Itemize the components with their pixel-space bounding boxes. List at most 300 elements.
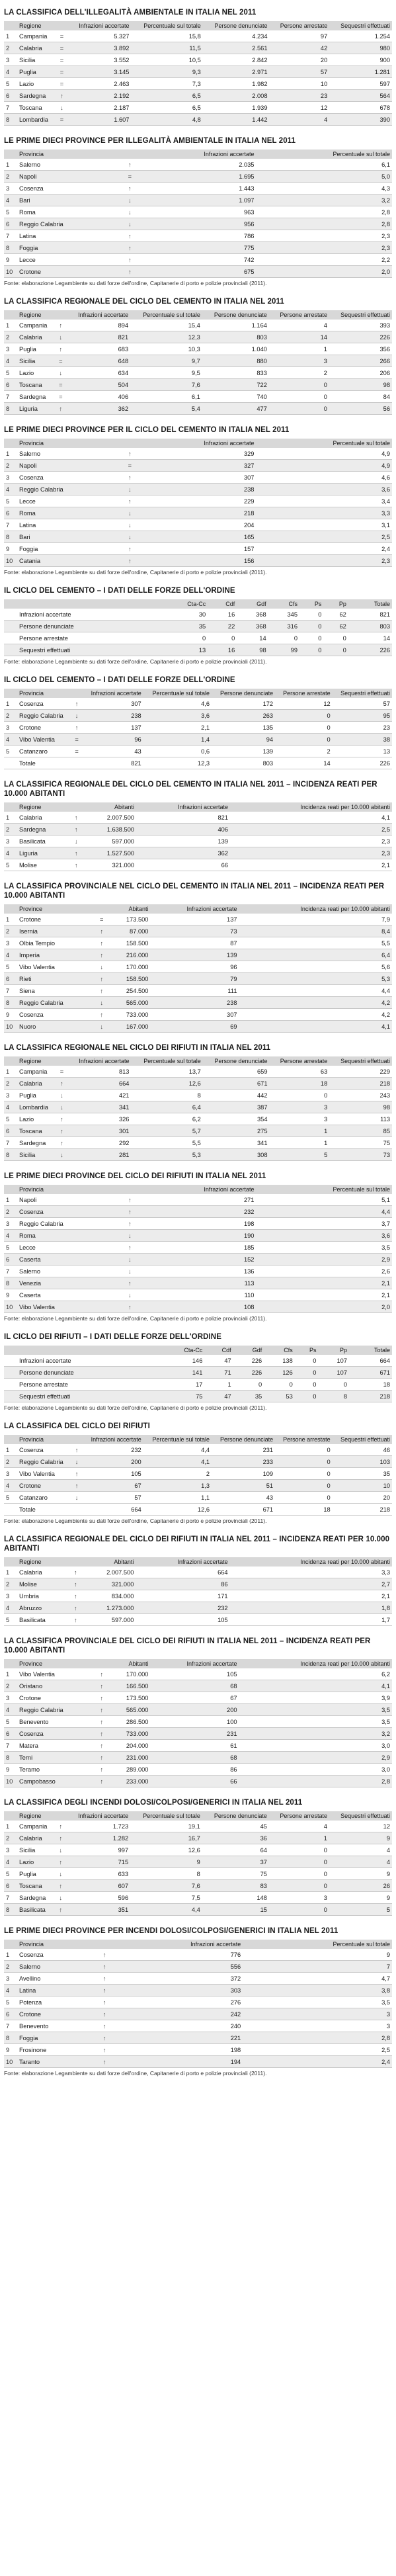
column-header [17, 599, 146, 609]
column-header: Persone denunciate [212, 689, 275, 698]
trend-indicator: ↓ [96, 997, 108, 1009]
table-header-row [4, 802, 392, 812]
trend-indicator: ↑ [124, 1301, 136, 1313]
trend-indicator: ↑ [55, 1856, 67, 1868]
value-cell: 12,3 [130, 331, 202, 343]
value-cell: 83 [202, 1880, 269, 1892]
rank-cell: 8 [4, 403, 17, 415]
value-cell: 2.561 [203, 42, 270, 54]
rank-cell: 8 [4, 997, 17, 1009]
value-cell: 786 [136, 230, 256, 242]
name-cell: Latina [17, 1985, 99, 1996]
section-11 [4, 1332, 392, 1411]
name-cell: Catanzaro [17, 1492, 71, 1504]
column-header: Provincia [17, 689, 71, 698]
trend-indicator: ↑ [71, 1480, 83, 1492]
value-cell: 170.000 [108, 961, 151, 973]
value-cell: 100 [150, 1716, 239, 1728]
rank-cell: 1 [4, 1066, 17, 1078]
table-row [4, 1602, 392, 1614]
rank-cell: 4 [4, 1985, 17, 1996]
value-cell: 0 [270, 1090, 330, 1101]
rank-cell: 3 [4, 1218, 17, 1230]
rank-cell: 4 [4, 1480, 17, 1492]
table-row [4, 1149, 392, 1161]
table-row [4, 1668, 392, 1680]
trend-indicator: = [56, 1066, 67, 1078]
value-cell: 243 [329, 1090, 392, 1101]
value-cell: 0 [275, 734, 333, 746]
value-cell: 4,2 [239, 997, 392, 1009]
value-cell: 9,5 [130, 367, 202, 379]
name-cell: Toscana [17, 379, 55, 391]
table-row [4, 1504, 392, 1516]
trend-indicator: ↑ [96, 949, 108, 961]
trend-indicator: ↑ [99, 1949, 110, 1961]
value-cell: 803 [212, 757, 275, 769]
section-9 [4, 1043, 392, 1161]
table-header-row [4, 1346, 392, 1355]
rank-cell: 1 [4, 1567, 17, 1578]
value-cell: 242 [110, 2008, 243, 2020]
value-cell: 0 [295, 1391, 319, 1402]
value-cell: 0 [269, 1868, 329, 1880]
value-cell: 3.145 [67, 66, 131, 78]
value-cell: 105 [136, 1614, 229, 1626]
column-header: Cdf [208, 599, 237, 609]
value-cell: 157 [136, 543, 256, 555]
section-title: LA CLASSIFICA REGIONALE DEL CICLO DEI RIFIUTI IN ITALIA NEL 2011 – INCIDENZA REATI PER 10.000 ABITANTI [4, 1535, 390, 1553]
column-header: Gdf [233, 1346, 264, 1355]
section-title: LE PRIME DIECI PROVINCE PER IL CICLO DEL CEMENTO IN ITALIA NEL 2011 [4, 426, 290, 434]
trend-indicator: = [96, 914, 108, 925]
value-cell: 316 [268, 621, 299, 632]
name-cell: Totale [17, 757, 71, 769]
column-header: Sequestri effettuati [329, 21, 392, 30]
name-cell: Cosenza [17, 183, 124, 194]
value-cell: 271 [136, 1194, 256, 1206]
column-header: Regione [17, 1557, 69, 1567]
column-header [4, 439, 17, 448]
trend-indicator: ↑ [55, 320, 67, 331]
table-row [4, 937, 392, 949]
column-header: Persone arrestate [269, 310, 329, 320]
table-row [4, 54, 392, 66]
trend-indicator: ↑ [56, 1137, 67, 1149]
value-cell: 141 [156, 1367, 205, 1379]
value-cell: 173.500 [108, 914, 151, 925]
value-cell: 14 [275, 757, 333, 769]
data-table [4, 1185, 392, 1313]
value-cell: 3 [269, 355, 329, 367]
data-table [4, 21, 392, 126]
column-header [4, 1940, 17, 1949]
value-cell: 2.971 [203, 66, 270, 78]
rank-cell: 1 [4, 812, 17, 824]
value-cell: 232 [136, 1602, 229, 1614]
rank-cell: 4 [4, 734, 17, 746]
value-cell: 18 [275, 1504, 333, 1516]
column-header [4, 150, 17, 159]
value-cell: 1.164 [202, 320, 269, 331]
column-header [124, 150, 136, 159]
value-cell: 776 [110, 1949, 243, 1961]
name-cell: Crotone [17, 2008, 99, 2020]
value-cell: 79 [150, 973, 239, 985]
value-cell: 238 [83, 710, 143, 722]
source-note: Fonte: elaborazione Legambiente su dati forze dell'ordine, Capitanerie di porto e polizie provinciali (2011). [4, 658, 267, 665]
value-cell: 30 [158, 609, 208, 621]
value-cell: 4,4 [239, 985, 392, 997]
value-cell: 233 [212, 1456, 275, 1468]
name-cell: Foggia [17, 2032, 99, 2044]
trend-indicator: ↑ [124, 472, 136, 484]
value-cell: 152 [136, 1254, 256, 1266]
rank-cell: 5 [4, 1113, 17, 1125]
rank-cell: 3 [4, 472, 17, 484]
value-cell: 387 [203, 1101, 270, 1113]
value-cell: 42 [270, 42, 330, 54]
column-header: Persone denunciate [212, 1435, 275, 1444]
column-header: Infrazioni accertate [136, 802, 230, 812]
value-cell: 198 [136, 1218, 256, 1230]
table-row [4, 448, 392, 460]
section-title: LE PRIME DIECI PROVINCE PER INCENDI DOLOSI/COLPOSI/GENERICI IN ITALIA NEL 2011 [4, 1927, 338, 1935]
column-header [124, 1185, 136, 1194]
table-row [4, 1996, 392, 2008]
value-cell: 18 [270, 1078, 330, 1090]
value-cell: 4,9 [256, 460, 392, 472]
table-row [4, 183, 392, 194]
table-row [4, 218, 392, 230]
section-2 [4, 136, 392, 286]
value-cell: 356 [329, 343, 392, 355]
value-cell: 597.000 [82, 836, 136, 847]
value-cell: 2,0 [256, 266, 392, 278]
table-row [4, 1125, 392, 1137]
value-cell: 664 [83, 1504, 143, 1516]
section-title: LA CLASSIFICA DEGLI INCENDI DOLOSI/COLPOSI/GENERICI IN ITALIA NEL 2011 [4, 1799, 303, 1807]
value-cell: 218 [333, 1504, 392, 1516]
table-row [4, 230, 392, 242]
name-cell: Salerno [17, 448, 124, 460]
name-cell: Persone arrestate [17, 1379, 144, 1391]
value-cell: 308 [203, 1149, 270, 1161]
table-row [4, 1590, 392, 1602]
table-row [4, 367, 392, 379]
value-cell: 12 [275, 698, 333, 710]
value-cell: 53 [264, 1391, 295, 1402]
table-header-row [4, 1557, 392, 1567]
rank-cell: 8 [4, 1752, 17, 1764]
value-cell: 2,8 [256, 206, 392, 218]
value-cell: 9 [329, 1868, 392, 1880]
value-cell: 109 [212, 1468, 275, 1480]
value-cell: 2.007.500 [81, 1567, 136, 1578]
table-row [4, 1680, 392, 1692]
value-cell: 15 [202, 1904, 269, 1916]
rank-cell: 8 [4, 1904, 17, 1916]
trend-indicator: ↓ [71, 1492, 83, 1504]
value-cell: 26 [329, 1880, 392, 1892]
value-cell: 565.000 [108, 997, 151, 1009]
rank-cell: 5 [4, 1614, 17, 1626]
value-cell: 0 [158, 632, 208, 644]
value-cell: 3,8 [243, 1985, 392, 1996]
section-14 [4, 1637, 392, 1787]
value-cell: 3,5 [243, 1996, 392, 2008]
value-cell: 803 [202, 331, 269, 343]
value-cell: 4,8 [131, 114, 202, 126]
trend-indicator: ↓ [124, 484, 136, 495]
trend-indicator: ↑ [124, 183, 136, 194]
rank-cell: 1 [4, 1194, 17, 1206]
value-cell: 0 [269, 379, 329, 391]
value-cell: 327 [136, 460, 256, 472]
name-cell: Calabria [17, 331, 55, 343]
name-cell: Puglia [17, 66, 56, 78]
rank-cell: 10 [4, 1021, 17, 1033]
value-cell: 4 [269, 1821, 329, 1832]
table-row [4, 66, 392, 78]
value-cell: 4,1 [239, 1021, 392, 1033]
value-cell: 1.443 [136, 183, 256, 194]
name-cell: Umbria [17, 1590, 69, 1602]
column-header: Infrazioni accertate [110, 1940, 243, 1949]
table-row [4, 1101, 392, 1113]
value-cell: 204 [136, 519, 256, 531]
value-cell: 3,1 [256, 519, 392, 531]
column-header: Infrazioni accertate [150, 904, 239, 914]
value-cell: 67 [83, 1480, 143, 1492]
section-3 [4, 297, 392, 415]
table-row [4, 632, 392, 644]
column-header: Provincia [17, 150, 124, 159]
trend-indicator: ↑ [99, 1996, 110, 2008]
table-row [4, 159, 392, 171]
value-cell: 3,0 [239, 1764, 392, 1776]
trend-indicator: ↑ [124, 1218, 136, 1230]
value-cell: 4,6 [256, 472, 392, 484]
column-header: Ps [295, 1346, 319, 1355]
data-table [4, 689, 392, 769]
column-header: Percentuale sul totale [243, 1940, 392, 1949]
value-cell: 4,3 [256, 183, 392, 194]
section-4 [4, 425, 392, 576]
name-cell: Sicilia [17, 54, 56, 66]
rank-cell: 8 [4, 114, 17, 126]
value-cell: 2,1 [256, 1277, 392, 1289]
value-cell: 7 [243, 1961, 392, 1973]
value-cell: 56 [329, 403, 392, 415]
value-cell: 742 [136, 254, 256, 266]
value-cell: 166.500 [108, 1680, 151, 1692]
table-row [4, 1444, 392, 1456]
value-cell: 96 [150, 961, 239, 973]
value-cell: 0 [295, 1355, 319, 1367]
value-cell: 3,3 [230, 1567, 392, 1578]
trend-indicator: ↑ [96, 1776, 108, 1787]
name-cell: Basilicata [17, 836, 70, 847]
value-cell: 204.000 [108, 1740, 151, 1752]
column-header: Percentuale sul totale [143, 1435, 212, 1444]
section-title: LA CLASSIFICA PROVINCIALE DEL CICLO DEI RIFIUTI IN ITALIA NEL 2011 – INCIDENZA REATI PER 10.000 ABITANTI [4, 1637, 371, 1654]
name-cell: Roma [17, 507, 124, 519]
name-cell: Persone arrestate [17, 632, 146, 644]
name-cell: Caserta [17, 1254, 124, 1266]
value-cell: 18 [349, 1379, 392, 1391]
value-cell: 229 [136, 495, 256, 507]
column-header: Cfs [264, 1346, 295, 1355]
value-cell: 368 [237, 609, 268, 621]
trend-indicator: ↑ [124, 448, 136, 460]
value-cell: 722 [202, 379, 269, 391]
value-cell: 633 [67, 1868, 130, 1880]
column-header: Sequestri effettuati [329, 310, 392, 320]
value-cell: 1.723 [67, 1821, 130, 1832]
table-row [4, 1740, 392, 1752]
rank-cell: 9 [4, 254, 17, 266]
rank-cell: 6 [4, 1880, 17, 1892]
value-cell: 664 [349, 1355, 392, 1367]
name-cell: Napoli [17, 460, 124, 472]
section-5 [4, 586, 392, 665]
value-cell: 980 [329, 42, 392, 54]
table-row [4, 973, 392, 985]
value-cell: 2,5 [243, 2044, 392, 2056]
trend-indicator: ↓ [124, 194, 136, 206]
name-cell: Imperia [17, 949, 96, 961]
value-cell: 2,2 [256, 254, 392, 266]
rank-cell: 6 [4, 507, 17, 519]
rank-cell: 7 [4, 1137, 17, 1149]
value-cell: 170.000 [108, 1668, 151, 1680]
value-cell: 0,6 [143, 746, 212, 757]
rank-cell [4, 621, 17, 632]
value-cell: 232 [83, 1444, 143, 1456]
value-cell: 19,1 [130, 1821, 202, 1832]
trend-indicator: ↓ [55, 1844, 67, 1856]
value-cell: 664 [67, 1078, 131, 1090]
trend-indicator: ↓ [71, 710, 83, 722]
trend-indicator: ↑ [96, 925, 108, 937]
column-header [4, 689, 17, 698]
rank-cell: 3 [4, 1468, 17, 1480]
value-cell: 4,6 [143, 698, 212, 710]
rank-cell [4, 644, 17, 656]
trend-indicator: = [56, 54, 67, 66]
column-header: Regione [17, 310, 55, 320]
value-cell: 226 [348, 644, 392, 656]
column-header: Province [17, 904, 96, 914]
value-cell: 8,4 [239, 925, 392, 937]
value-cell: 5,1 [256, 1194, 392, 1206]
name-cell: Latina [17, 519, 124, 531]
name-cell: Vibo Valentia [17, 1468, 71, 1480]
table-row [4, 531, 392, 543]
column-header [4, 1056, 17, 1066]
trend-indicator: ↑ [71, 1468, 83, 1480]
rank-cell: 3 [4, 54, 17, 66]
trend-indicator: = [124, 460, 136, 472]
column-header: Pp [318, 1346, 349, 1355]
value-cell: 20 [270, 54, 330, 66]
rank-cell: 5 [4, 1716, 17, 1728]
rank-cell: 8 [4, 242, 17, 254]
value-cell: 12,3 [143, 757, 212, 769]
rank-cell: 1 [4, 914, 17, 925]
rank-cell: 8 [4, 1149, 17, 1161]
value-cell: 5 [329, 1904, 392, 1916]
value-cell: 9,3 [131, 66, 202, 78]
name-cell: Avellino [17, 1973, 99, 1985]
value-cell: 240 [110, 2020, 243, 2032]
data-table [4, 599, 392, 656]
value-cell: 9,7 [130, 355, 202, 367]
name-cell: Vibo Valentia [17, 961, 96, 973]
rank-cell: 4 [4, 1602, 17, 1614]
value-cell: 2,3 [230, 836, 392, 847]
data-table [4, 802, 392, 871]
rank-cell: 9 [4, 1764, 17, 1776]
value-cell: 5,6 [239, 961, 392, 973]
value-cell: 35 [333, 1468, 392, 1480]
table-row [4, 1880, 392, 1892]
name-cell: Abruzzo [17, 1602, 69, 1614]
table-row [4, 1468, 392, 1480]
table-header-row [4, 439, 392, 448]
name-cell: Molise [17, 859, 70, 871]
name-cell: Lazio [17, 78, 56, 90]
value-cell: 10,5 [131, 54, 202, 66]
value-cell: 103 [333, 1456, 392, 1468]
value-cell: 351 [67, 1904, 130, 1916]
name-cell: Reggio Calabria [17, 1704, 96, 1716]
value-cell: 105 [83, 1468, 143, 1480]
column-header [56, 1056, 67, 1066]
value-cell: 139 [136, 836, 230, 847]
name-cell: Sequestri effettuati [17, 1391, 144, 1402]
value-cell: 2,8 [239, 1776, 392, 1787]
column-header [146, 599, 158, 609]
value-cell: 2,5 [256, 531, 392, 543]
value-cell: 6,4 [239, 949, 392, 961]
value-cell: 477 [202, 403, 269, 415]
value-cell: 108 [136, 1301, 256, 1313]
value-cell: 2.192 [67, 90, 131, 102]
value-cell: 57 [270, 66, 330, 78]
rank-cell: 7 [4, 102, 17, 114]
value-cell: 664 [136, 1567, 229, 1578]
value-cell: 675 [136, 266, 256, 278]
trend-indicator: ↑ [71, 722, 83, 734]
rank-cell: 8 [4, 2032, 17, 2044]
value-cell: 329 [136, 448, 256, 460]
value-cell: 190 [136, 1230, 256, 1242]
value-cell: 565.000 [108, 1704, 151, 1716]
value-cell: 226 [333, 757, 392, 769]
value-cell: 36 [202, 1832, 269, 1844]
name-cell: Crotone [17, 722, 71, 734]
value-cell: 1 [204, 1379, 233, 1391]
name-cell: Campobasso [17, 1776, 96, 1787]
trend-indicator [146, 621, 158, 632]
value-cell: 0 [233, 1379, 264, 1391]
source-note: Fonte: elaborazione Legambiente su dati forze dell'ordine, Capitanerie di porto e polizie provinciali (2011). [4, 1518, 267, 1524]
trend-indicator [144, 1367, 156, 1379]
name-cell: Oristano [17, 1680, 96, 1692]
trend-indicator: ↑ [69, 1578, 81, 1590]
